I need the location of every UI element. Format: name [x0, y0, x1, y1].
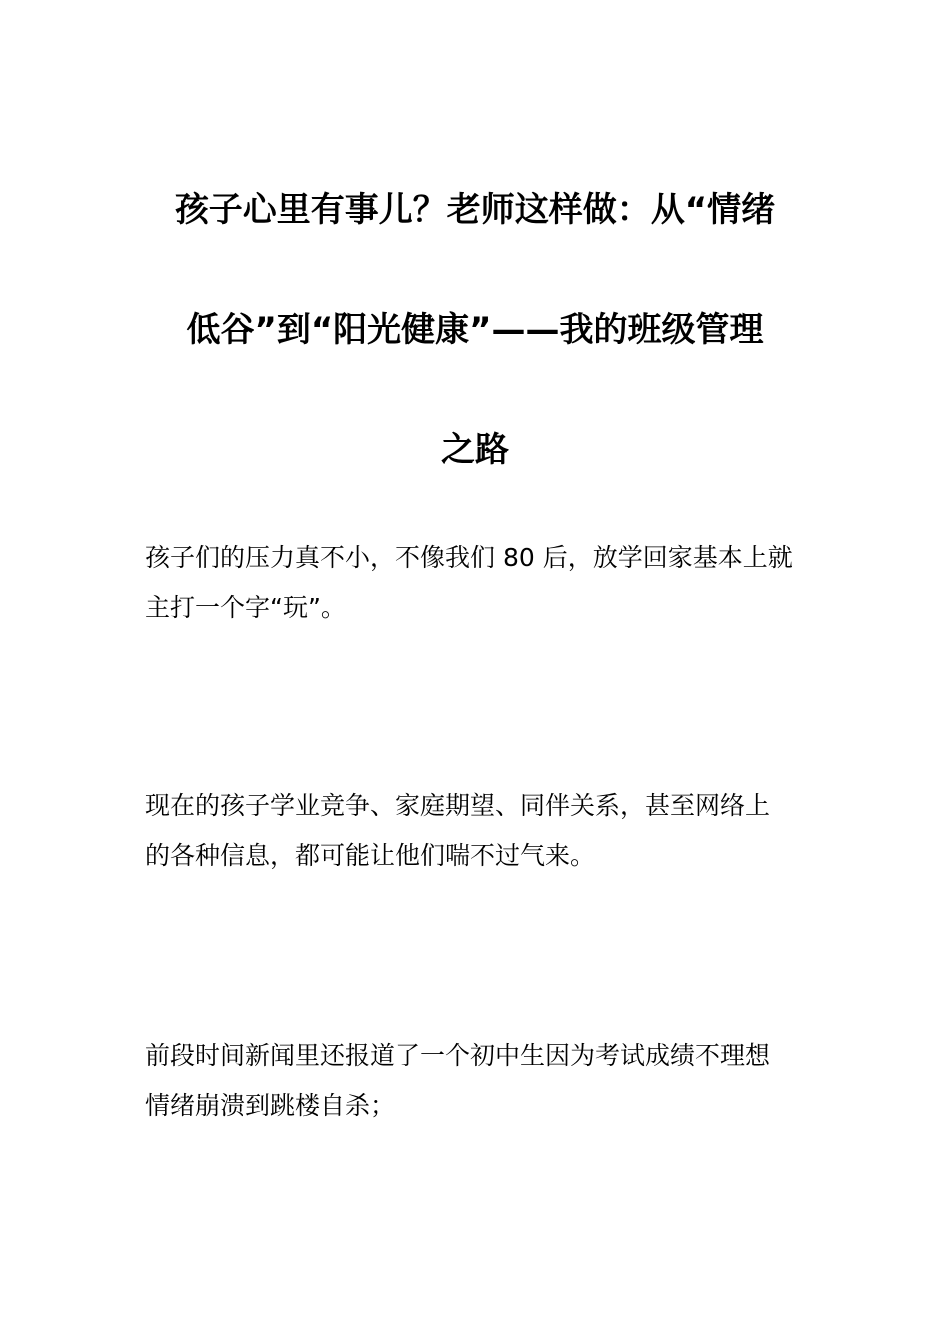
paragraph-2: [145, 781, 810, 881]
paragraph-3-line-1: 前段时间新闻里还报道了一个初中生因为考试成绩不理想: [145, 1041, 771, 1070]
title-line-3: 之路: [441, 430, 509, 470]
document-title: [145, 150, 805, 510]
title-line-1: 孩子心里有事儿？老师这样做：从“情绪: [174, 190, 776, 230]
title-line-2: 低谷”到“阳光健康”——我的班级管理: [186, 310, 764, 350]
paragraph-2-line-1: 现在的孩子学业竞争、家庭期望、同伴关系，甚至网络上: [145, 791, 771, 820]
paragraph-3: [145, 1031, 810, 1131]
paragraph-2-line-2: 的各种信息，都可能让他们喘不过气来。: [145, 841, 596, 870]
paragraph-1: [145, 533, 810, 633]
paragraph-3-line-2: 情绪崩溃到跳楼自杀；: [145, 1091, 396, 1120]
paragraph-1-line-2: 主打一个字“玩”。: [145, 593, 346, 622]
paragraph-1-line-1: 孩子们的压力真不小，不像我们 80 后，放学回家基本上就: [145, 543, 793, 572]
